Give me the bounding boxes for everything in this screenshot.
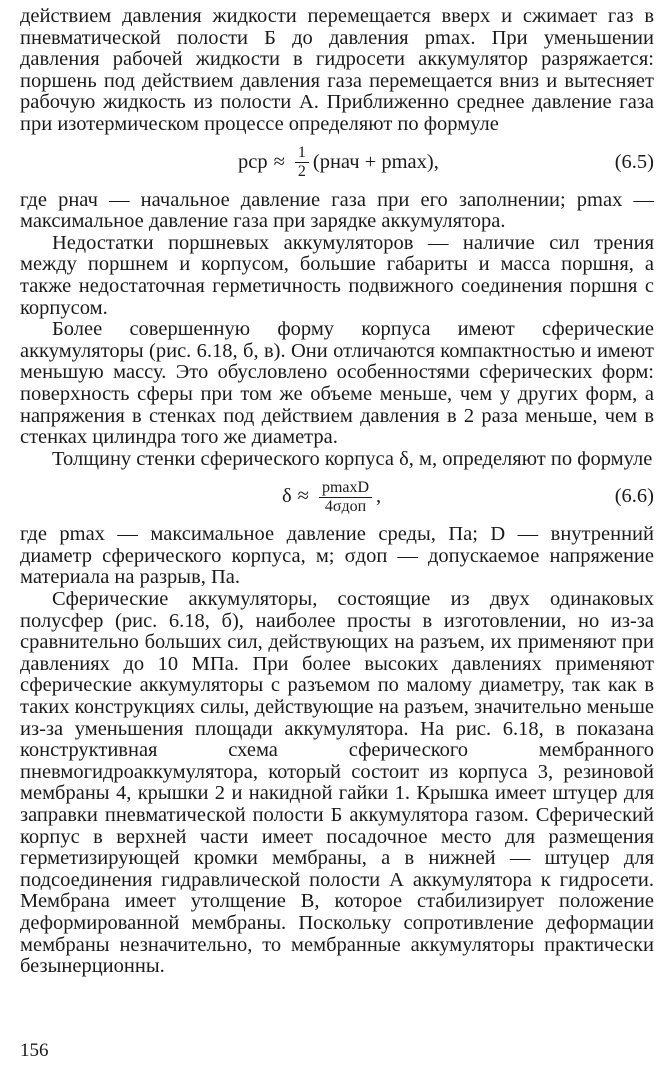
fraction-denominator: 2 xyxy=(297,163,306,181)
paragraph-7: Сферические аккумуляторы, состоящие из двух одинаковых полусфер (рис. 6.18, б), наиболее просты в изготовлении, но из-за сравнительно больших сил, действующих на разъем, их применяют при давлениях до 10 МПа. При более высоких давлениях применяют сферические аккумуляторы с разъемом по малому диаметру, так как в таких конструкциях силы, действующие на разъем, значительно меньше из-за уменьшения площади аккумулятора. На рис. 6.18, в показана конструктивная схема сферического мембранного пневмогидроаккумулятора, который состоит из корпуса 3, резиновой мембраны 4, крышки 2 и накидной гайки 1. Крышка имеет штуцер для заправки пневматической полости Б аккумулятора газом. Сферический корпус в верхней части имеет посадочное место для размещения герметизирующей кромки мембраны, а в нижней — штуцер для подсоединения гидравлической полости А аккумулятора к гидросети. Мембрана имеет утолщение В, которое стабилизирует положение деформированной мембраны. Поскольку сопротивление деформации мембраны незначительно, то мембранные аккумуляторы практически безынерционны. xyxy=(20,588,654,978)
formula-6-5-number: (6.5) xyxy=(614,150,654,173)
formula-6-5-lhs: pср xyxy=(238,150,268,173)
page-number: 156 xyxy=(20,1040,49,1061)
fraction-numerator: pmaxD xyxy=(319,479,372,498)
formula-6-5-fraction xyxy=(295,144,309,181)
formula-6-6-rhs: , xyxy=(376,485,382,508)
page-body xyxy=(20,6,654,978)
paragraph-6: где pmax — максимальное давление среды, Па; D — внутренний диаметр сферического корпуса, м; σдоп — допускаемое напряжение материала на разрыв, Па. xyxy=(20,523,654,589)
fraction-denominator: 4σдоп xyxy=(324,497,367,515)
formula-6-6 xyxy=(20,472,654,522)
formula-6-5 xyxy=(20,138,654,188)
formula-6-6-number: (6.6) xyxy=(614,485,654,508)
formula-6-5-rhs: (pнач + pmax), xyxy=(312,150,439,173)
formula-6-6-approx: ≈ xyxy=(297,485,309,508)
formula-6-6-fraction xyxy=(319,479,372,516)
paragraph-5: Толщину стенки сферического корпуса δ, м, определяют по формуле xyxy=(52,447,653,470)
paragraph-2: где pнач — начальное давление газа при его заполнении; pmax — максимальное давление газа при зарядке аккумулятора. xyxy=(20,188,654,233)
paragraph-3: Недостатки поршневых аккумуляторов — наличие сил трения между поршнем и корпусом, большие габариты и масса поршня, а также недостаточная герметичность подвижного соединения поршня с корпусом. xyxy=(20,231,654,319)
formula-6-5-approx: ≈ xyxy=(273,150,285,173)
fraction-numerator: 1 xyxy=(295,144,309,163)
paragraph-1: действием давления жидкости перемещается вверх и сжимает газ в пневматической полости Б до давления pmax. При уменьшении давления рабочей жидкости в гидросети аккумулятор разряжается: поршень под действием давления газа перемещается вниз и вытесняет рабочую жидкость из полости А. Приближенно среднее давление газа при изотермическом процессе определяют по формуле xyxy=(20,5,654,135)
paragraph-4: Более совершенную форму корпуса имеют сферические аккумуляторы (рис. 6.18, б, в). Они отличаются компактностью и имеют меньшую массу. Это обусловлено особенностями сферических форм: поверхность сферы при том же объеме меньше, чем у других форм, а напряжения в стенках под действием давления в 2 раза меньше, чем в стенках цилиндра того же диаметра. xyxy=(20,318,654,449)
formula-6-6-lhs: δ xyxy=(282,485,292,508)
